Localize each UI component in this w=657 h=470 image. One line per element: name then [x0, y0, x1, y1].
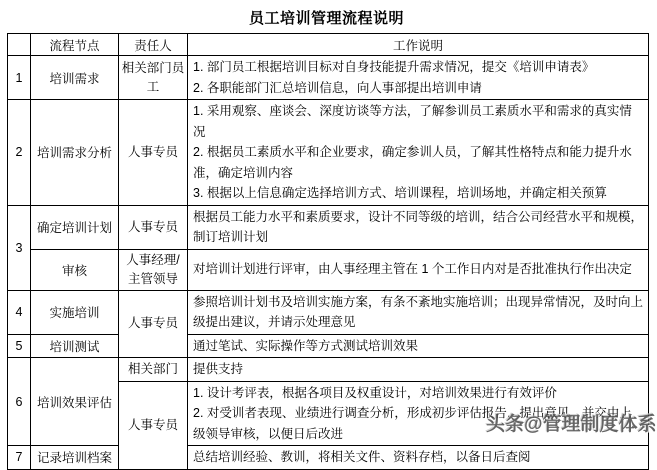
- row6-node: 培训效果评估: [31, 358, 119, 446]
- table-row: [8, 334, 649, 358]
- desc-item: 1. 设计考评表，根据各项目及权重设计，对培训效果进行有效评价: [193, 385, 557, 400]
- table-row: [8, 100, 649, 206]
- row3a-description: 根据员工能力水平和素质要求，设计不同等级的培训，结合公司经营水平和规模，制订培训计划: [188, 205, 649, 249]
- table-header-row: [8, 34, 649, 56]
- row7-number: 7: [8, 446, 31, 470]
- table-row: [8, 205, 649, 249]
- table-row: [8, 290, 649, 334]
- row3a-responsible: 人事专员: [119, 205, 188, 249]
- row1-number: 1: [8, 56, 31, 100]
- desc-item: 1. 采用观察、座谈会、深度访谈等方法，了解参训员工素质水平和需求的真实情况: [193, 104, 632, 139]
- table-row: [8, 446, 649, 470]
- row3b-node: 审核: [31, 249, 119, 290]
- row3b-responsible: 人事经理/主管领导: [119, 249, 188, 290]
- row7-node: 记录培训档案: [31, 446, 119, 470]
- header-responsible: 责任人: [119, 34, 188, 56]
- desc-item: 2. 根据员工素质水平和企业要求，确定参训人员，了解其性格特点和能力提升水准，确定培训内容: [193, 145, 632, 180]
- header-empty: [8, 34, 31, 56]
- row5-description: 通过笔试、实际操作等方式测试培训效果: [188, 334, 649, 358]
- row7-description: 总结培训经验、教训，将相关文件、资料存档，以备日后查阅: [188, 446, 649, 470]
- row3a-node: 确定培训计划: [31, 205, 119, 249]
- row5-node: 培训测试: [31, 334, 119, 358]
- row1-responsible: 相关部门员工: [119, 56, 188, 100]
- desc-item: 2. 各职能部门汇总培训信息，向人事部提出培训申请: [193, 80, 482, 95]
- desc-item: 1. 部门员工根据培训目标对自身技能提升需求情况，提交《培训申请表》: [193, 60, 595, 74]
- row4-node: 实施培训: [31, 290, 119, 334]
- desc-item: 3. 根据以上信息确定选择培训方式、培训课程，培训场地，并确定相关预算: [193, 186, 607, 200]
- header-work-description: 工作说明: [188, 34, 649, 56]
- row1-node: 培训需求: [31, 56, 119, 100]
- row6b-description: [188, 381, 649, 446]
- desc-item: 2. 对受训者表现、业绩进行调查分析，形成初步评估报告，提出意见，并交由上级领导审核，以便日后改进: [193, 406, 632, 441]
- row5-number: 5: [8, 334, 31, 358]
- row3b-description: 对培训计划进行评审，由人事经理主管在 1 个工作日内对是否批准执行作出决定: [188, 249, 649, 290]
- row6-number: 6: [8, 358, 31, 446]
- row4-description: 参照培训计划书及培训实施方案，有条不紊地实施培训；出现异常情况，及时向上级提出建议，并请示处理意见: [188, 290, 649, 334]
- row4-number: 4: [8, 290, 31, 334]
- toutiao-watermark: 头条@管理制度体系: [486, 414, 657, 435]
- row4-responsible: 人事专员: [119, 290, 188, 358]
- row2-description: [188, 100, 649, 206]
- row1-description: [188, 56, 649, 100]
- table-row: [8, 56, 649, 100]
- row3-number: 3: [8, 205, 31, 290]
- row6a-responsible: 相关部门: [119, 358, 188, 382]
- table-row: [8, 249, 649, 290]
- row2-node: 培训需求分析: [31, 100, 119, 206]
- header-process-node: 流程节点: [31, 34, 119, 56]
- training-process-table: [7, 33, 649, 470]
- row2-responsible: 人事专员: [119, 100, 188, 206]
- row6a-description: 提供支持: [188, 358, 649, 382]
- table-row: [8, 358, 649, 382]
- page-title: 员工培训管理流程说明: [248, 10, 404, 27]
- row6b-responsible: 人事专员: [119, 381, 188, 469]
- row2-number: 2: [8, 100, 31, 206]
